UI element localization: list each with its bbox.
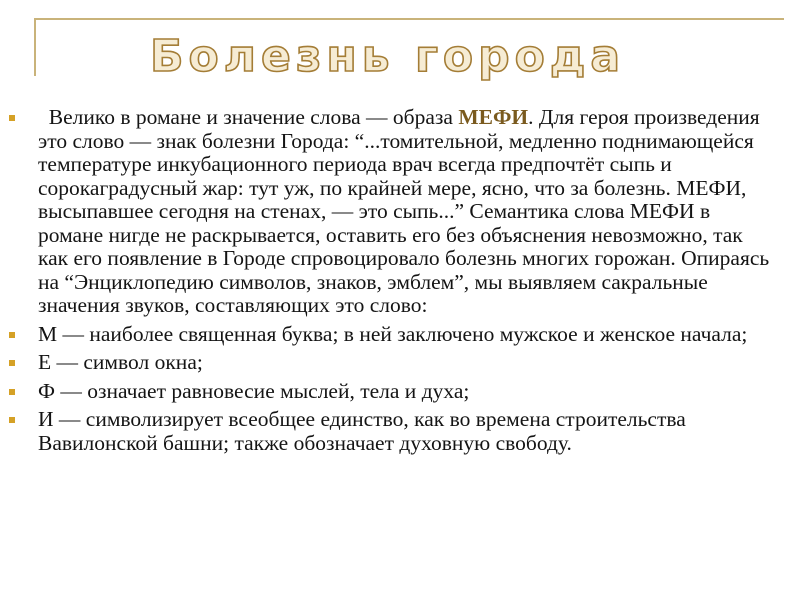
bullet-text: М — наиболее священная буква; в ней заключено мужское и женское начала;	[38, 321, 748, 346]
intro-rest-text: . Для героя произведения это слово — знак болезни Города: “...томительной, медленно поднимающейся температуре инкубационного периода врач всегда предпочтёт сыпь и сорокаградусный жар: тут уж, по крайней мере, ясно, что за болезнь. МЕФИ, высыпавшее сегодня на стенах, — это сыпь...” Семантика слова МЕФИ в романе нигде не раскрывается, оставить его без объяснения невозможно, так как его появление в Городе спровоцировало болезнь многих горожан. Опираясь на “Энциклопедию символов, знаков, эмблем”, мы выявляем сакральные значения звуков, составляющих это слово:	[38, 105, 770, 317]
bullet-square-icon	[9, 332, 15, 338]
bullet-square-icon	[9, 389, 15, 395]
bullet-item-intro	[0, 106, 790, 318]
bullet-item-m	[0, 323, 790, 347]
bullet-square-icon	[9, 360, 15, 366]
intro-lead-text: Велико в романе и значение слова — образа	[38, 105, 459, 129]
frame-top-line	[34, 18, 784, 20]
frame-left-line	[34, 18, 36, 76]
bullet-text: И — символизирует всеобщее единство, как во времена строительства Вавилонской башни; также обозначает духовную свободу.	[38, 407, 686, 455]
bullet-text: Ф — означает равновесие мыслей, тела и духа;	[38, 378, 470, 403]
mefi-emphasis: МЕФИ	[458, 105, 529, 129]
bullet-item-i	[0, 408, 790, 455]
bullet-item-e	[0, 351, 790, 375]
slide-title: Болезнь города	[150, 31, 626, 82]
bullet-text: Е — символ окна;	[38, 350, 203, 374]
bullet-square-icon	[9, 115, 15, 121]
bullet-square-icon	[9, 417, 15, 423]
bullet-item-f	[0, 380, 790, 404]
slide-content	[0, 106, 790, 460]
